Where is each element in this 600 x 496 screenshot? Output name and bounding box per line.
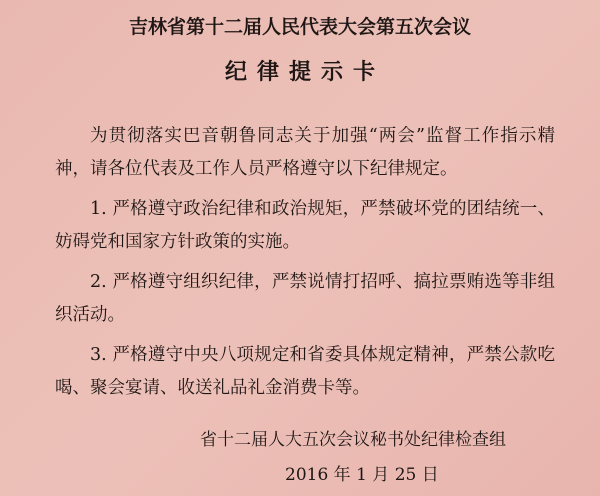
issuer-signature: 省十二届人大五次会议秘书处纪律检查组	[200, 430, 506, 450]
issue-date: 2016 年 1 月 25 日	[285, 465, 439, 485]
rule-item: 2. 严格遵守组织纪律，严禁说情打招呼、搞拉票贿选等非组织活动。	[55, 272, 555, 325]
document-title: 吉林省第十二届人民代表大会第五次会议	[128, 16, 471, 38]
intro-paragraph: 为贯彻落实巴音朝鲁同志关于加强“两会”监督工作指示精神，请各位代表及工作人员严格遵守以下纪律规定。	[55, 126, 555, 179]
rule-item: 1. 严格遵守政治纪律和政治规矩，严禁破坏党的团结统一、妨碍党和国家方针政策的实施。	[55, 199, 555, 252]
document-subtitle: 纪律提示卡	[224, 59, 385, 85]
rule-item: 3. 严格遵守中央八项规定和省委具体规定精神，严禁公款吃喝、聚会宴请、收送礼品礼金消费卡等。	[55, 345, 555, 398]
document-body	[55, 120, 555, 412]
